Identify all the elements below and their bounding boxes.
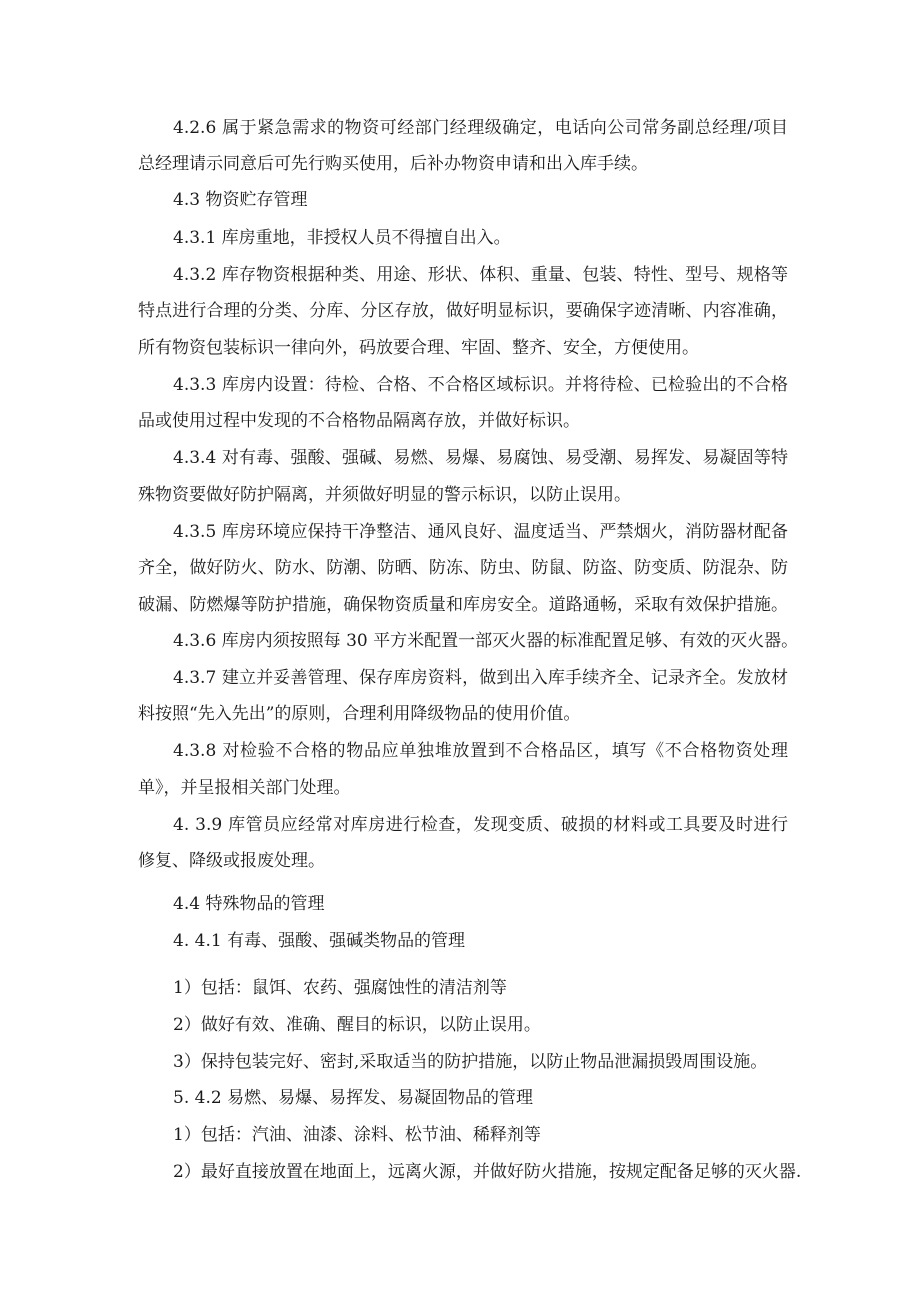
text-line: 品或使用过程中发现的不合格物品隔离存放，并做好标识。 [138, 411, 580, 431]
list-item: 3）保持包装完好、密封,采取适当的防护措施，以防止物品泄漏损毁周围设施。 [173, 1052, 768, 1072]
text-line: 4.3.4 对有毒、强酸、强碱、易燃、易爆、易腐蚀、易受潮、易挥发、易凝固等特 [173, 448, 788, 468]
text-line: 4.3.5 库房环境应保持干净整洁、通风良好、温度适当、严禁烟火，消防器材配备 [173, 522, 788, 542]
text-line: 单》，并呈报相关部门处理。 [138, 778, 351, 798]
list-item: 1）包括：鼠饵、农药、强腐蚀性的清洁剂等 [173, 978, 507, 998]
text-line: 4.3.8 对检验不合格的物品应单独堆放置到不合格品区，填写《不合格物资处理 [173, 741, 788, 761]
subsection-heading: 5. 4.2 易燃、易爆、易挥发、易凝固物品的管理 [173, 1088, 534, 1108]
list-item: 2）最好直接放置在地面上，远离火源，并做好防火措施，按规定配备足够的灭火器. [173, 1162, 802, 1182]
text-line: 特点进行合理的分类、分库、分区存放，做好明显标识，要确保字迹清晰、内容准确， [138, 301, 788, 321]
text-line: 殊物资要做好防护隔离，并须做好明显的警示标识，以防止误用。 [138, 485, 631, 505]
text-line: 4.3.3 库房内设置：待检、合格、不合格区域标识。并将待检、已检验出的不合格 [173, 375, 788, 395]
text-line: 4.3.1 库房重地，非授权人员不得擅自出入。 [173, 228, 511, 248]
text-line: 4.3.7 建立并妥善管理、保存库房资料，做到出入库手续齐全、记录齐全。发放材 [173, 668, 788, 688]
text-line: 料按照“先入先出”的原则，合理利用降级物品的使用价值。 [138, 704, 581, 724]
text-line: 齐全，做好防火、防水、防潮、防晒、防冻、防虫、防鼠、防盗、防变质、防混杂、防 [138, 558, 788, 578]
section-heading: 4.4 特殊物品的管理 [173, 894, 325, 914]
text-line: 破漏、防燃爆等防护措施，确保物资质量和库房安全。道路通畅，采取有效保护措施。 [138, 595, 788, 615]
text-line: 4.3.6 库房内须按照每 30 平方米配置一部灭火器的标准配置足够、有效的灭火器。 [173, 631, 799, 651]
text-line: 总经理请示同意后可先行购买使用，后补办物资申请和出入库手续。 [138, 154, 648, 174]
text-line: 所有物资包装标识一律向外，码放要合理、牢固、整齐、安全，方便使用。 [138, 338, 699, 358]
list-item: 2）做好有效、准确、醒目的标识，以防止误用。 [173, 1015, 541, 1035]
text-line: 修复、降级或报废处理。 [138, 851, 325, 871]
list-item: 1）包括：汽油、油漆、涂料、松节油、稀释剂等 [173, 1125, 541, 1145]
text-line: 4. 3.9 库管员应经常对库房进行检查，发现变质、破损的材料或工具要及时进行 [173, 815, 788, 835]
text-line: 4.3.2 库存物资根据种类、用途、形状、体积、重量、包装、特性、型号、规格等 [173, 265, 788, 285]
text-line: 4.2.6 属于紧急需求的物资可经部门经理级确定，电话向公司常务副总经理/项目 [173, 118, 788, 138]
subsection-heading: 4. 4.1 有毒、强酸、强碱类物品的管理 [173, 931, 466, 951]
section-heading: 4.3 物资贮存管理 [173, 190, 308, 210]
